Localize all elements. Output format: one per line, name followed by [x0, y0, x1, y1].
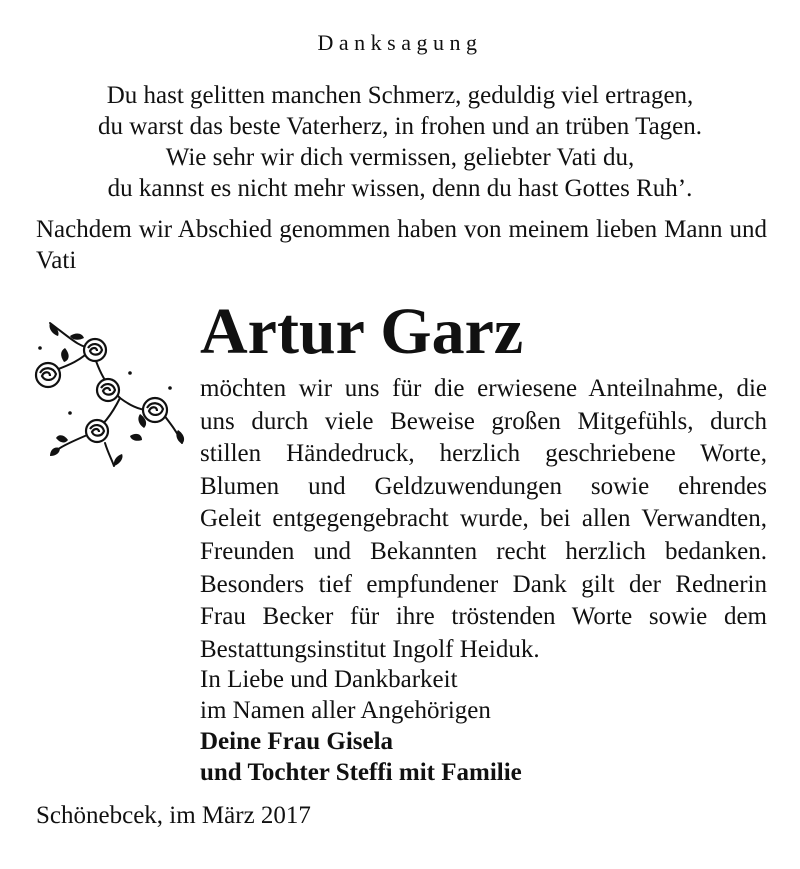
- signature-line: Deine Frau Gisela: [200, 728, 394, 755]
- intro-text: Nachdem wir Abschied genommen haben von meinem lieben Mann und Vati: [36, 216, 767, 274]
- deceased-name: Artur Garz: [200, 295, 524, 368]
- body-line: Bestattungsinstitut Ingolf Heiduk.: [200, 635, 540, 663]
- place-date: Schönebcek, im März 2017: [36, 802, 311, 829]
- body-line: Freunden und Bekannten recht herzlich bedanken.: [200, 537, 767, 565]
- poem: [0, 80, 800, 204]
- body-line: Blumen und Geldzuwendungen sowie ehrendes: [200, 472, 767, 500]
- body-line: uns durch viele Beweise großen Mitgefühls, durch: [200, 407, 767, 435]
- poem-line: du warst das beste Vaterherz, in frohen und an trüben Tagen.: [97, 113, 703, 140]
- roses-icon: [30, 318, 195, 468]
- closing-line: im Namen aller Angehörigen: [200, 697, 491, 724]
- body-line: Frau Becker für ihre tröstenden Worte sowie dem: [200, 603, 767, 631]
- poem-line: du kannst es nicht mehr wissen, denn du hast Gottes Ruh’.: [107, 175, 693, 202]
- closing-line: In Liebe und Dankbarkeit: [200, 666, 458, 693]
- signature-line: und Tochter Steffi mit Familie: [200, 759, 522, 786]
- body-line: Besonders tief empfundener Dank gilt der Rednerin: [200, 570, 767, 598]
- closing-block: [200, 664, 522, 788]
- poem-line: Du hast gelitten manchen Schmerz, geduldig viel ertragen,: [106, 82, 694, 109]
- body-line: stillen Händedruck, herzlich geschriebene Worte,: [200, 440, 767, 468]
- thank-you-text: [200, 373, 767, 666]
- body-line: Geleit entgegengebracht wurde, bei allen Verwandten,: [200, 505, 767, 533]
- poem-line: Wie sehr wir dich vermissen, geliebter Vati du,: [165, 144, 635, 171]
- notice-heading: Danksagung: [317, 30, 483, 55]
- body-line: möchten wir uns für die erwiesene Anteilnahme, die: [200, 375, 767, 402]
